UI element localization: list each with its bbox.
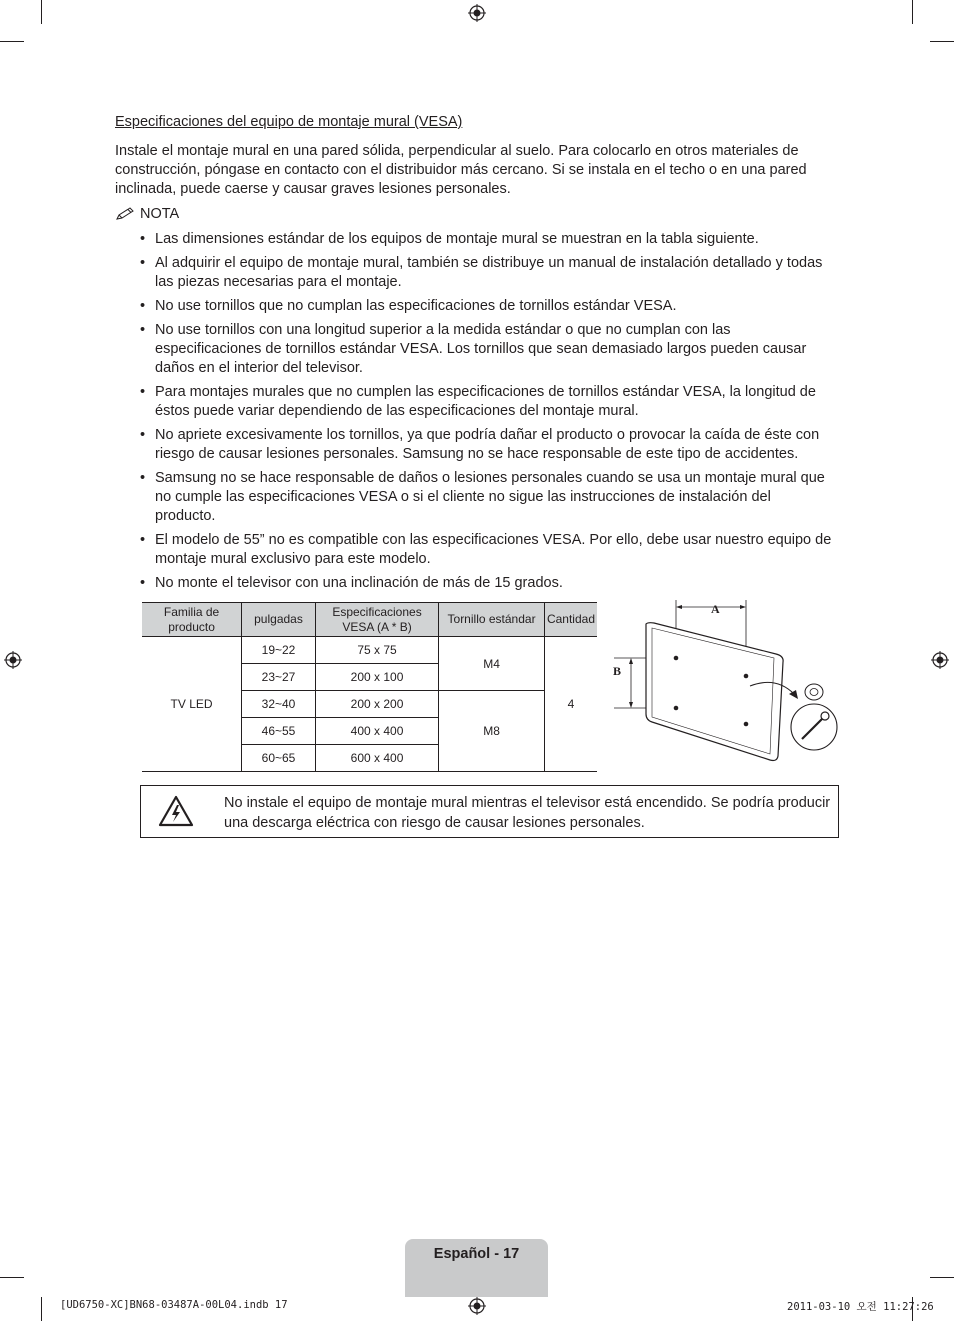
footer-file-info: [UD6750-XC]BN68-03487A-00L04.indb 17 — [60, 1299, 288, 1311]
inches-cell: 32~40 — [242, 691, 316, 718]
header-vesa-spec: Especificaciones VESA (A * B) — [315, 603, 438, 637]
crop-mark — [912, 0, 913, 24]
note-bullet-list — [140, 230, 835, 598]
tv-wall-mount-diagram — [608, 596, 844, 766]
dimension-label-a: A — [711, 602, 720, 616]
screw-cell: M8 — [439, 691, 545, 772]
registration-mark-icon — [4, 651, 22, 669]
crop-mark — [930, 1277, 954, 1278]
vesa-cell: 200 x 100 — [315, 664, 438, 691]
list-item: • Para montajes murales que no cumplen las especificaciones de tornillos estándar VESA, la longitud de éstos puede variar dependiendo de las especificaciones del montaje mural. — [140, 383, 835, 421]
header-product-family: Familia de producto — [142, 603, 242, 637]
header-standard-screw: Tornillo estándar — [439, 603, 545, 637]
list-item: • No apriete excesivamente los tornillos, ya que podría dañar el producto o provocar la caída de éste con riesgo de causar lesiones personales. Samsung no se hace responsable de este tipo de accidentes. — [140, 426, 835, 464]
registration-mark-icon — [468, 1297, 486, 1315]
header-quantity: Cantidad — [544, 603, 597, 637]
registration-mark-icon — [468, 4, 486, 22]
product-family-cell: TV LED — [142, 637, 242, 772]
dimension-label-b: B — [613, 664, 622, 678]
list-item: • Samsung no se hace responsable de daños o lesiones personales cuando se usa un montaje mural que no cumple las especificaciones VESA o si el cliente no sigue las instrucciones de instalación del producto. — [140, 469, 835, 526]
crop-mark — [41, 1297, 42, 1321]
registration-mark-icon — [931, 651, 949, 669]
crop-mark — [41, 0, 42, 24]
vesa-spec-table — [142, 602, 597, 772]
vesa-cell: 600 x 400 — [315, 745, 438, 772]
inches-cell: 19~22 — [242, 637, 316, 664]
crop-mark — [930, 41, 954, 42]
inches-cell: 23~27 — [242, 664, 316, 691]
table-header-row — [142, 603, 597, 637]
pencil-icon — [115, 207, 135, 221]
footer-datetime: 2011-03-10 오전 11:27:26 — [787, 1301, 934, 1313]
list-item: • Al adquirir el equipo de montaje mural, también se distribuye un manual de instalación detallado y todas las piezas necesarias para el montaje. — [140, 254, 835, 292]
vesa-cell: 400 x 400 — [315, 718, 438, 745]
warning-text: No instale el equipo de montaje mural mientras el televisor está encendido. Se podría producir una descarga eléctrica con riesgo de causar lesiones personales. — [224, 795, 831, 831]
page-number: Español - 17 — [433, 1246, 520, 1262]
vesa-cell: 75 x 75 — [315, 637, 438, 664]
inches-cell: 60~65 — [242, 745, 316, 772]
screw-cell: M4 — [439, 637, 545, 691]
list-item: • El modelo de 55” no es compatible con las especificaciones VESA. Por ello, debe usar nuestro equipo de montaje mural exclusivo para este modelo. — [140, 531, 835, 569]
inches-cell: 46~55 — [242, 718, 316, 745]
list-item: • Las dimensiones estándar de los equipos de montaje mural se muestran en la tabla siguiente. — [140, 230, 835, 249]
list-item: • No use tornillos que no cumplan las especificaciones de tornillos estándar VESA. — [140, 297, 835, 316]
crop-mark — [0, 41, 24, 42]
quantity-cell: 4 — [544, 637, 597, 772]
crop-mark — [0, 1277, 24, 1278]
table-row — [142, 637, 597, 664]
note-label: NOTA — [140, 206, 180, 222]
vesa-cell: 200 x 200 — [315, 691, 438, 718]
section-title: Especificaciones del equipo de montaje mural (VESA) — [115, 114, 463, 130]
electric-shock-warning-icon — [157, 794, 195, 828]
list-item: • No monte el televisor con una inclinación de más de 15 grados. — [140, 574, 835, 593]
header-inches: pulgadas — [242, 603, 316, 637]
list-item: • No use tornillos con una longitud superior a la medida estándar o que no cumplan con las especificaciones de tornillos estándar VESA. Los tornillos que sean demasiado largos pueden causar daños en el interior del televisor. — [140, 321, 835, 378]
intro-paragraph: Instale el montaje mural en una pared sólida, perpendicular al suelo. Para colocarlo en otros materiales de construcción, póngase en contacto con el distribuidor más cercano. Si se instala en el techo o en una pared inclinada, puede caerse y causar graves lesiones personales. — [115, 143, 807, 197]
note-heading — [115, 206, 179, 222]
